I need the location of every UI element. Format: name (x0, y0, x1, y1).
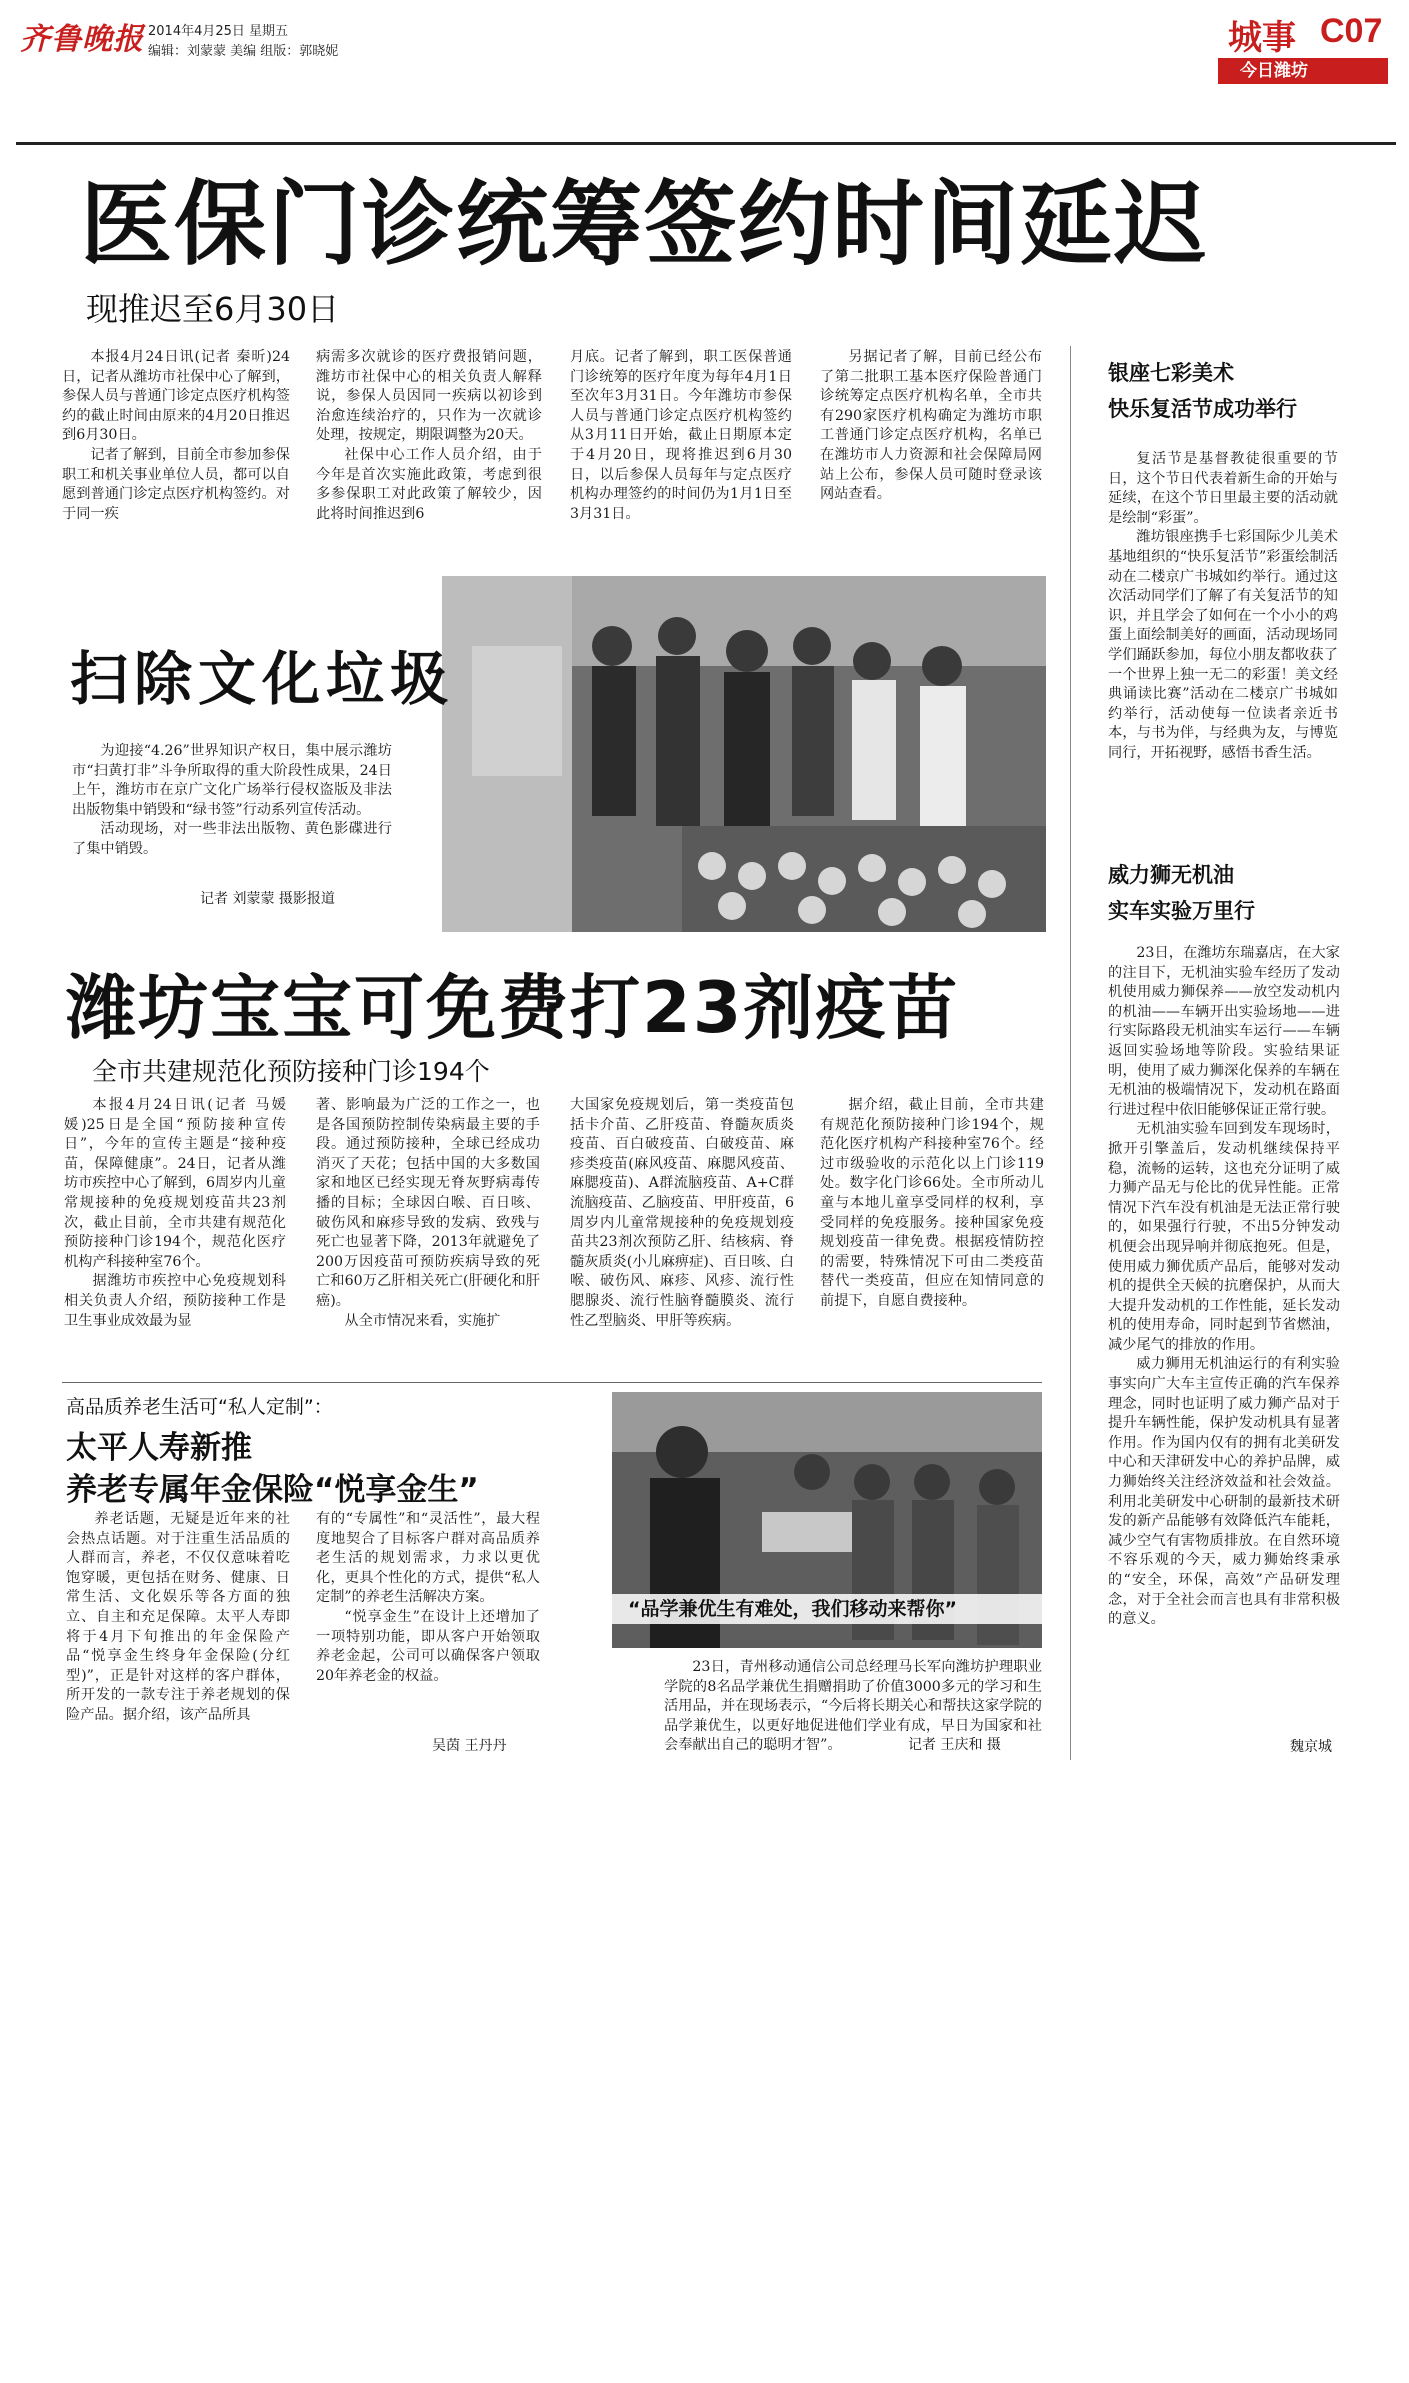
lead-column-4 (820, 348, 1042, 505)
pension-paragraph: 养老话题，无疑是近年来的社会热点话题。对于注重生活品质的人群而言，养老，不仅仅意味着吃饱穿暖，更包括在财务、健康、日常生活、文化娱乐等各方面的独立、自主和充足保障。太平人寿即将于4月下旬推出的年金保险产品“悦享金生终身年金保险(分红型)”，正是针对这样的客户群体，所开发的一款专注于养老规划的保险产品。据介绍，该产品所具 (66, 1511, 290, 1723)
vaccine-paragraph: 据介绍，截止目前，全市共建有规范化预防接种门诊194个，规范化医疗机构产科接种室76个。经过市级验收的示范化以上门诊119处。数字化门诊66处。全市所动儿童与本地儿童享受同样的权利，享受同样的免疫服务。接种国家免疫规划疫苗一律免费。根据疫情防控的需要，特殊情况下可由二类疫苗替代一类疫苗，但应在知情同意的前提下，自愿自费接种。 (820, 1097, 1044, 1309)
vaccine-column-1 (64, 1096, 286, 1331)
culture-credit: 记者 刘蒙蒙 摄影报道 (200, 891, 335, 907)
pension-column-1 (66, 1510, 290, 1726)
date-line: 2014年4月25日 星期五 (148, 24, 289, 39)
vaccine-column-4 (820, 1096, 1044, 1312)
side1-headline-1: 银座七彩美术 (1108, 361, 1234, 385)
side2-headline-2: 实车实验万里行 (1108, 899, 1255, 923)
culture-photo (442, 576, 1046, 932)
pension-paragraph: 有的“专属性”和“灵活性”，最大程度地契合了目标客户群对高品质养老生活的规划需求，力求以更优化，更具个性化的方式，提供“私人定制”的养老生活解决方案。 (316, 1511, 540, 1606)
side1-paragraph: 潍坊银座携手七彩国际少儿美术基地组织的“快乐复活节”彩蛋绘制活动在二楼京广书城如约举行。通过这次活动同学们了解了有关复活节的知识，并且学会了如何在一个小小的鸡蛋上面绘制美好的画面，活动现场同学们踊跃参加，每位小朋友都收获了一个世界上独一无二的彩蛋！美文经典诵读比赛”活动在二楼京广书城如约举行，活动使每一位读者亲近书本，与书为伴，与经典为友，与博览同行，开拓视野，感悟书香生活。 (1108, 529, 1338, 761)
subsection-label: 今日潍坊 (1240, 61, 1308, 81)
editors-line: 编辑：刘蒙蒙 美编 组版：郭晓妮 (148, 44, 339, 59)
pension-headline-2: 养老专属年金保险“悦享金生” (66, 1472, 479, 1508)
section-name: 城事 (1228, 18, 1296, 58)
culture-text (72, 742, 392, 860)
section-divider (62, 1382, 1042, 1383)
pension-paragraph: “悦享金生”在设计上还增加了一项特别功能，即从客户开始领取养老金起，公司可以确保客户领取20年养老金的权益。 (316, 1608, 540, 1684)
vaccine-subtitle: 全市共建规范化预防接种门诊194个 (92, 1057, 490, 1086)
side1-text (1108, 450, 1338, 764)
vaccine-column-2 (316, 1096, 540, 1331)
side2-text (1108, 944, 1340, 1630)
pension-kicker: 高品质养老生活可“私人定制”： (66, 1396, 333, 1418)
vaccine-paragraph: 大国家免疫规划后，第一类疫苗包括卡介苗、乙肝疫苗、脊髓灰质炎疫苗、百白破疫苗、白破疫苗、麻疹类疫苗(麻风疫苗、麻腮风疫苗、麻腮疫苗)、A群流脑疫苗、A+C群流脑疫苗、乙脑疫苗、甲肝疫苗，6周岁内儿童常规接种的免疫规划疫苗共23剂次预防乙肝、结核病、脊髓灰质炎(小儿麻痹症)、百日咳、白喉、破伤风、麻疹、风疹、流行性腮腺炎、流行性脑脊髓膜炎、流行性乙型脑炎、甲肝等疾病。 (570, 1097, 794, 1329)
pension-credit: 吴茵 王丹丹 (432, 1738, 507, 1754)
vaccine-column-3 (570, 1096, 794, 1331)
mobile-credit: 记者 王庆和 摄 (908, 1737, 1001, 1753)
subsection-bar (1218, 58, 1388, 84)
pension-column-2 (316, 1510, 540, 1686)
lead-subtitle: 现推迟至6月30日 (86, 290, 340, 328)
side2-paragraph: 23日，在潍坊东瑞嘉店，在大家的注目下，无机油实验车经历了发动机使用威力狮保养——放空发动机内的机油——车辆开出实验场地——进行实际路段无机油实车运行——车辆返回实验场地等阶段。实验结果证明，使用了威力狮深化保养的车辆在无机油的极端情况下，发动机在路面行进过程中依旧能够保证正常行驶。 (1108, 945, 1340, 1118)
newspaper-logo: 齐鲁晚报 (20, 22, 144, 57)
lead-paragraph: 月底。记者了解到，职工医保普通门诊统筹的医疗年度为每年4月1日至次年3月31日。今年潍坊市参保人员与普通门诊定点医疗机构签约从3月11日开始，截止日期原本定于4月20日，现将推迟到6月30日，以后参保人员每年与定点医疗机构办理签约的时间仍为1月1日至3月31日。 (570, 349, 792, 522)
culture-headline: 扫除文化垃圾 (70, 645, 455, 713)
culture-paragraph: 活动现场，对一些非法出版物、黄色影碟进行了集中销毁。 (72, 821, 392, 857)
mobile-paragraph: 23日，青州移动通信公司总经理马长军向潍坊护理职业学院的8名品学兼优生捐赠捐助了价值3000多元的学习和生活用品，并在现场表示，“今后将长期关心和帮扶这家学院的品学兼优生，以更好地促进他们学业有成，早日为国家和社会奉献出自己的聪明才智”。 (664, 1659, 1042, 1754)
side2-credit: 魏京城 (1290, 1739, 1332, 1755)
culture-paragraph: 为迎接“4.26”世界知识产权日，集中展示潍坊市“扫黄打非”斗争所取得的重大阶段性成果，24日上午，潍坊市在京广文化广场举行侵权盗版及非法出版物集中销毁和“绿书签”行动系列宣传活动。 (72, 743, 392, 818)
vaccine-headline: 潍坊宝宝可免费打23剂疫苗 (66, 967, 960, 1049)
lead-paragraph: 社保中心工作人员介绍，由于今年是首次实施此政策，考虑到很多参保职工对此政策了解较少，因此将时间推迟到6 (316, 446, 542, 522)
page-number: C07 (1320, 12, 1383, 50)
side1-paragraph: 复活节是基督教徒很重要的节日，这个节日代表着新生命的开始与延续，在这个节日里最主要的活动就是绘制“彩蛋”。 (1108, 451, 1338, 526)
lead-column-3 (570, 348, 792, 524)
vaccine-paragraph: 从全市情况来看，实施扩 (344, 1312, 501, 1329)
vaccine-paragraph: 著、影响最为广泛的工作之一，也是各国预防控制传染病最主要的手段。通过预防接种，全球已经成功消灭了天花；包括中国的大多数国家和地区已经实现无脊灰野病毒传播的目标；全球因白喉、百日咳、破伤风和麻疹导致的发病、致残与死亡也显著下降，2013年就避免了200万因疫苗可预防疾病导致的死亡和60万乙肝相关死亡(肝硬化和肝癌)。 (316, 1097, 540, 1309)
lead-column-2 (316, 348, 542, 524)
lead-paragraph: 记者了解到，目前全市参加参保职工和机关事业单位人员，都可以自愿到普通门诊定点医疗机构签约。对于同一疾 (62, 446, 290, 522)
lead-paragraph: 本报4月24日讯(记者 秦昕)24日，记者从潍坊市社保中心了解到，参保人员与普通门诊定点医疗机构签约的截止时间由原来的4月20日推迟到6月30日。 (62, 349, 290, 444)
right-column-divider (1070, 346, 1071, 1760)
vaccine-paragraph: 据潍坊市疾控中心免疫规划科相关负责人介绍，预防接种工作是卫生事业成效最为显 (64, 1273, 286, 1329)
pension-headline-1: 太平人寿新推 (66, 1430, 252, 1466)
lead-headline: 医保门诊统筹签约时间延迟 (80, 171, 1209, 278)
side2-paragraph: 威力狮用无机油运行的有利实验事实向广大车主宣传正确的汽车保养理念，同时也证明了威力狮产品对于提升车辆性能，保护发动机具有显著作用。作为国内仅有的拥有北美研发中心和天津研发中心的养护品牌，威力狮始终关注经济效益和社会效益。利用北美研发中心研制的最新技术研发的新产品能够有效降低汽车能耗，减少空气有害物质排放。在自然环境不容乐观的今天，威力狮始终秉承的“安全，环保，高效”产品研发理念，对于全社会而言也具有非常积极的意义。 (1108, 1356, 1340, 1628)
side2-paragraph: 无机油实验车回到发车现场时，掀开引擎盖后，发动机继续保持平稳，流畅的运转，这也充分证明了威力狮产品无与伦比的优异性能。正常情况下汽车没有机油是无法正常行驶的，如果强行行驶，不出5分钟发动机便会出现异响并彻底抱死。但是，使用威力狮优质产品后，能够对发动机的提供全天候的抗磨保护，从而大大提升发动机的工作性能，延长发动机的使用寿命，同时起到节省燃油，减少尾气的排放的作用。 (1108, 1121, 1340, 1353)
mobile-caption: “品学兼优生有难处，我们移动来帮你” (628, 1598, 957, 1620)
lead-column-1 (62, 348, 290, 524)
vaccine-paragraph: 本报4月24日讯(记者 马媛媛)25日是全国“预防接种宣传日”，今年的宣传主题是“接种疫苗，保障健康”。24日，记者从潍坊市疾控中心了解到，6周岁内儿童常规接种的免疫规划疫苗共23剂次，截止目前，全市共建有规范化预防接种门诊194个，规范化医疗机构产科接种室76个。 (64, 1097, 286, 1270)
mobile-caption-bar (612, 1594, 1042, 1624)
side1-headline-2: 快乐复活节成功举行 (1108, 397, 1297, 421)
culture-photo-image (442, 576, 1046, 932)
lead-paragraph: 病需多次就诊的医疗费报销问题，潍坊市社保中心的相关负责人解释说，参保人员因同一疾病以初诊到治愈连续治疗的，只作为一次就诊处理，按规定，期限调整为20天。 (316, 349, 542, 444)
lead-paragraph: 另据记者了解，目前已经公布了第二批职工基本医疗保险普通门诊统筹定点医疗机构名单，全市共有290家医疗机构确定为潍坊市职工普通门诊定点医疗机构，名单已在潍坊市人力资源和社会保障局网站上公布，参保人员可随时登录该网站查看。 (820, 349, 1042, 503)
masthead-rule (16, 142, 1396, 145)
side2-headline-1: 威力狮无机油 (1108, 863, 1234, 887)
